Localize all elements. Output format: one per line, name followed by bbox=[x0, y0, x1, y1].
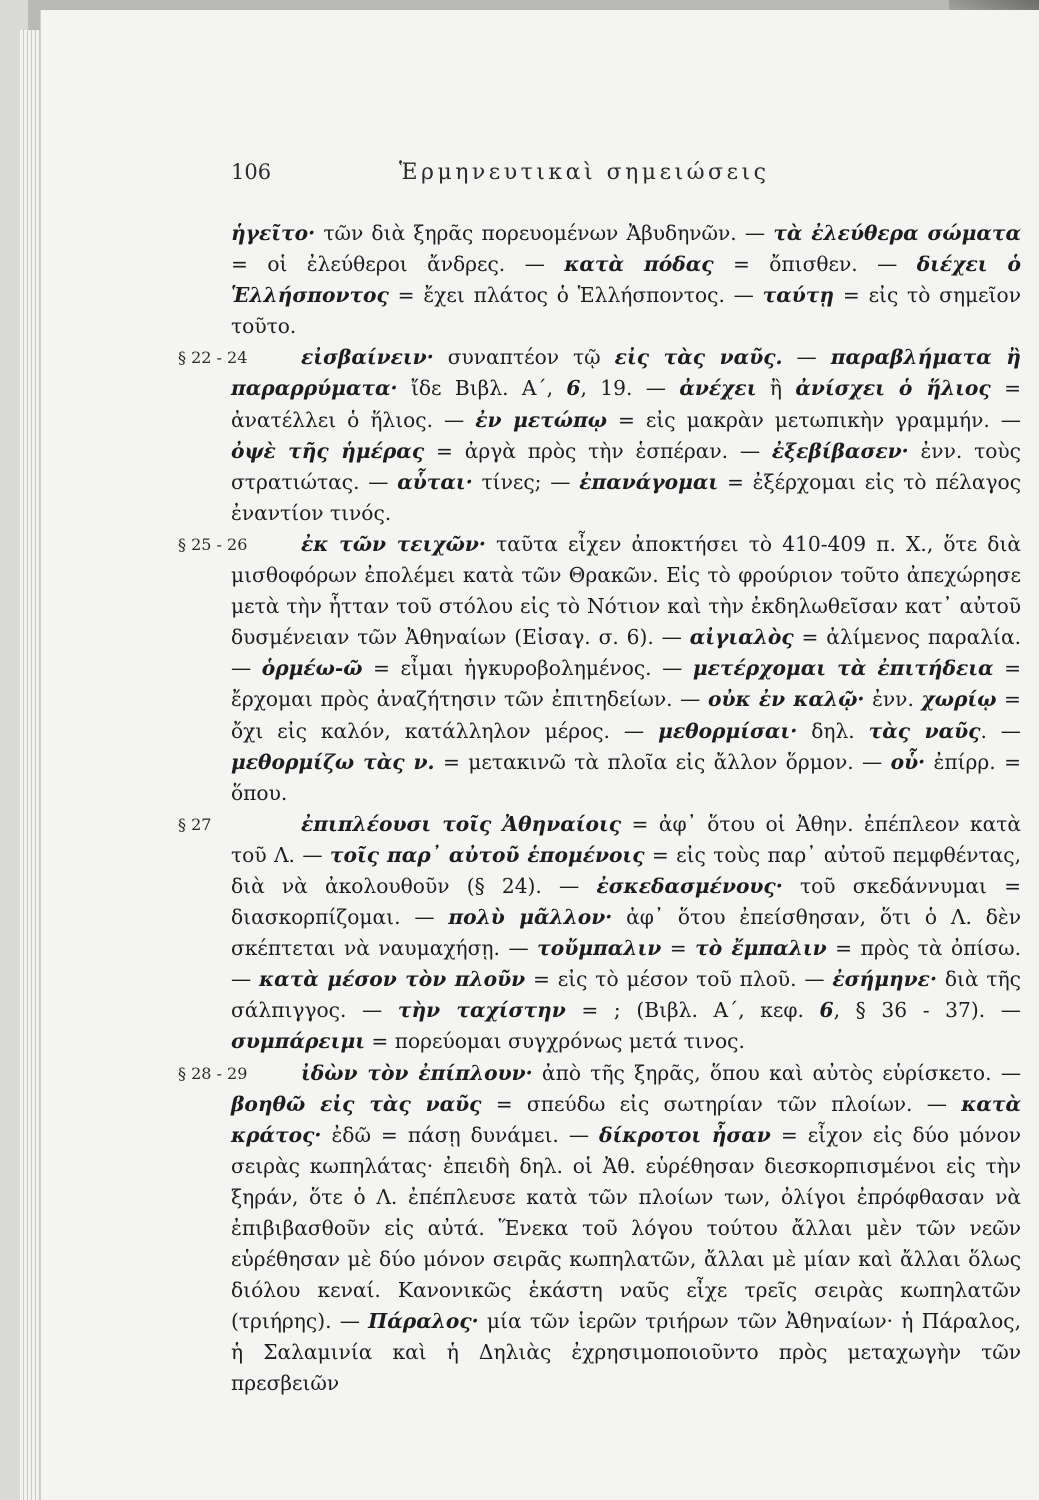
gloss-text: = ἔρχομαι πρὸς ἀναζήτησιν τῶν ἐπιτηδείων. — bbox=[231, 656, 1021, 712]
lemma-term: παραβλήματα ἢ παραρρύματα· bbox=[231, 345, 1021, 401]
gloss-text: = εἰς τὸ μέσον τοῦ πλοῦ. — bbox=[525, 967, 833, 992]
lemma-term: ἐπιπλέουσι τοῖς Ἀθηναίοις bbox=[301, 811, 622, 836]
paragraph-text bbox=[231, 529, 1021, 809]
paragraph-text bbox=[231, 218, 1021, 342]
gloss-text: ταῦτα εἶχεν ἀποκτήσει τὸ 410-409 π. Χ., ὅτε διὰ μισθοφόρων ἐπολέμει κατὰ τῶν Θρακῶν. Εἰς τὸ φρούριον τοῦτο ἀπεχώρησε μετὰ τὴν ἧτταν τοῦ στόλου εἰς τὸ Νότιον καὶ τὴν ἐκδηλωθεῖσαν κατ᾿ αὐτοῦ δυσμένειαν τῶν Ἀθηναίων (Εἰσαγ. σ. 6). — bbox=[231, 531, 1021, 650]
paragraph bbox=[178, 809, 1022, 1058]
gloss-text: τῶν διὰ ξηρᾶς πορευομένων Ἀβυδηνῶν. — bbox=[315, 221, 774, 245]
gloss-text: τίνες; — bbox=[472, 469, 580, 494]
lemma-term: ἡγεῖτο· bbox=[231, 221, 316, 245]
gloss-text: ἐνν. bbox=[864, 687, 922, 712]
lemma-term: εἰσβαίνειν· bbox=[301, 345, 434, 370]
lemma-term: ὁρμέω-ῶ bbox=[261, 656, 363, 681]
gloss-text: = ἀργὰ πρὸς τὴν ἑσπέραν. — bbox=[424, 438, 772, 463]
lemma-term: Πάραλος· bbox=[368, 1309, 479, 1334]
paragraph bbox=[178, 1058, 1022, 1400]
gloss-text: = εἰς τὸ σημεῖον τοῦτο. bbox=[231, 283, 1021, 339]
commentary-text bbox=[178, 218, 1022, 1400]
gloss-text: = σπεύδω εἰς σωτηρίαν τῶν πλοίων. — bbox=[481, 1091, 962, 1116]
lemma-term: οὐκ ἐν καλῷ· bbox=[708, 687, 865, 712]
paragraph bbox=[178, 342, 1021, 529]
gloss-text: = ἀνατέλλει ὁ ἥλιος. — bbox=[231, 376, 1021, 432]
section-marker: § 25 - 26 bbox=[178, 534, 248, 554]
lemma-term: δίκροτοι ἦσαν bbox=[599, 1122, 771, 1147]
lemma-term: αὗται· bbox=[397, 469, 473, 494]
lemma-term: οὗ· bbox=[890, 749, 926, 774]
paragraph bbox=[231, 218, 1021, 342]
gloss-text: τοῦ σκεδάννυμαι = διασκορπίζομαι. — bbox=[231, 873, 1021, 930]
lemma-term: ἐξεβίβασεν· bbox=[771, 438, 909, 463]
lemma-term: 6 bbox=[566, 376, 581, 401]
gloss-text: ἐνν. τοὺς στρατιώτας. — bbox=[231, 438, 1021, 494]
page-header bbox=[41, 160, 1039, 200]
gloss-text: = bbox=[661, 936, 696, 961]
gloss-text: . — bbox=[980, 718, 1021, 743]
gloss-text: δηλ. bbox=[797, 718, 869, 743]
gloss-text: , 19. — bbox=[580, 376, 680, 401]
lemma-term: κατὰ μέσον τὸν πλοῦν bbox=[259, 967, 526, 992]
lemma-term: κατὰ πόδας bbox=[564, 252, 714, 277]
section-marker: § 22 - 24 bbox=[178, 348, 248, 368]
gloss-text: ἀπὸ τῆς ξηρᾶς, ὅπου καὶ αὐτὸς εὑρίσκετο. — bbox=[532, 1060, 1022, 1085]
gloss-text: διὰ τῆς σάλπιγγος. — bbox=[231, 967, 1021, 1023]
gloss-text: συναπτέον τῷ bbox=[433, 345, 615, 370]
lemma-term: τὰς ναῦς bbox=[868, 718, 981, 743]
running-title: Ἑρμηνευτικαὶ σημειώσεις bbox=[399, 160, 770, 185]
book-page bbox=[40, 10, 1039, 1500]
lemma-term: ἐσήμηνε· bbox=[832, 967, 937, 992]
lemma-term: ἀνίσχει ὁ ἥλιος bbox=[795, 376, 991, 401]
gloss-text: ἴδε Βιβλ. Α΄, bbox=[397, 376, 567, 401]
gloss-text: = ἀλίμενος παραλία. — bbox=[231, 625, 1022, 681]
lemma-term: ἐπανάγομαι bbox=[579, 469, 719, 494]
gloss-text: = εἰς μακρὰν μετωπικὴν γραμμήν. — bbox=[606, 407, 1021, 432]
lemma-term: εἰς τὰς ναῦς. bbox=[614, 345, 783, 370]
section-marker: § 28 - 29 bbox=[178, 1063, 248, 1083]
gloss-text: ἀφ᾿ ὅτου ἐπείσθησαν, ὅτι ὁ Λ. δὲν σκέπτεται νὰ ναυμαχήσῃ. — bbox=[231, 905, 1021, 961]
lemma-term: χωρίῳ bbox=[921, 687, 997, 712]
lemma-term: τὴν ταχίστην bbox=[397, 998, 566, 1023]
gloss-text: = εἶμαι ἠγκυροβολημένος. — bbox=[362, 656, 693, 681]
paragraph-text bbox=[231, 1058, 1021, 1400]
gloss-text: = μετακινῶ τὰ πλοῖα εἰς ἄλλον ὅρμον. — bbox=[434, 749, 891, 774]
gloss-text: — bbox=[782, 345, 831, 370]
lemma-term: ἐν μετώπῳ bbox=[475, 407, 607, 432]
gloss-text: = ὄχι εἰς καλόν, κατάλληλον μέρος. — bbox=[231, 687, 1021, 743]
gloss-text: ἐδῶ = πάσῃ δυνάμει. — bbox=[321, 1122, 600, 1147]
gloss-text: = ὄπισθεν. — bbox=[713, 252, 917, 277]
lemma-term: τοῖς παρ᾿ αὐτοῦ ἑπομένοις bbox=[329, 842, 645, 867]
paragraph-text bbox=[231, 809, 1021, 1058]
lemma-term: διέχει ὁ Ἑλλήσποντος bbox=[231, 252, 1021, 308]
lemma-term: ὀψὲ τῆς ἡμέρας bbox=[231, 438, 425, 463]
gloss-text: = εἰς τοὺς παρ᾿ αὐτοῦ πεμφθέντας, διὰ νὰ ἀκολουθοῦν (§ 24). — bbox=[231, 842, 1021, 898]
gloss-text: = πορεύομαι συγχρόνως μετά τινος. bbox=[365, 1029, 745, 1054]
lemma-term: ἐκ τῶν τειχῶν· bbox=[301, 531, 486, 556]
lemma-term: πολὺ μᾶλλον· bbox=[448, 905, 613, 930]
lemma-term: κατὰ κράτος· bbox=[231, 1091, 1021, 1147]
gloss-text: = εἶχον εἰς δύο μόνον σειρὰς κωπηλάτας· ἐπειδὴ δηλ. οἱ Ἀθ. εὑρέθησαν διεσκορπισμένοι εἰς τὴν ξηράν, ὅτε ὁ Λ. ἐπέπλευσε κατὰ τῶν πλοίων των, ὀλίγοι ἐπρόφθασαν νὰ ἐπιβιβασθοῦν εἰς αὐτά. Ἕνεκα τοῦ λόγου τούτου ἄλλαι μὲν τῶν νεῶν εὑρέθησαν μὲ δύο μόνον σειρᾶς κωπηλατῶν, ἄλλαι μὲ μίαν καὶ ἄλλαι ὅλως διόλου κεναί. Κανονικῶς ἑκάστη ναῦς εἶχε τρεῖς σειρὰς κωπηλατῶν (τριήρης). — bbox=[231, 1122, 1022, 1334]
lemma-term: συμπάρειμι bbox=[231, 1029, 365, 1054]
lemma-term: ἀνέχει bbox=[679, 376, 757, 401]
gloss-text: = ἀφ᾿ ὅτου οἱ Ἀθην. ἐπέπλεον κατὰ τοῦ Λ. — bbox=[231, 811, 1022, 867]
lemma-term: ἰδὼν τὸν ἐπίπλουν· bbox=[301, 1060, 533, 1085]
lemma-term: μεθορμίζω τὰς ν. bbox=[231, 749, 435, 774]
lemma-term: τὰ ἐλεύθερα σώματα bbox=[773, 221, 1021, 245]
gloss-text: = οἱ ἐλεύθεροι ἄνδρες. — bbox=[231, 252, 565, 277]
section-marker: § 27 bbox=[178, 814, 212, 834]
lemma-term: μετέρχομαι τὰ ἐπιτήδεια bbox=[692, 656, 994, 681]
lemma-term: ταύτῃ bbox=[762, 283, 835, 308]
lemma-term: τοὔμπαλιν bbox=[537, 936, 662, 961]
gloss-text: ἢ bbox=[756, 376, 796, 401]
lemma-term: αἰγιαλὸς bbox=[689, 625, 794, 650]
lemma-term: μεθορμίσαι· bbox=[658, 718, 798, 743]
lemma-term: ἐσκεδασμένους· bbox=[596, 873, 783, 898]
gloss-text: ἐπίρρ. = ὅπου. bbox=[231, 749, 1021, 805]
lemma-term: βοηθῶ εἰς τὰς ναῦς bbox=[231, 1091, 482, 1116]
page-number: 106 bbox=[231, 160, 272, 184]
gloss-text: , § 36 - 37). — bbox=[833, 998, 1021, 1023]
lemma-term: τὸ ἔμπαλιν bbox=[695, 936, 827, 961]
gloss-text: = ; (Βιβλ. Α΄, κεφ. bbox=[565, 998, 820, 1023]
gloss-text: μία τῶν ἱερῶν τριήρων τῶν Ἀθηναίων· ἡ Πάραλος, ἡ Σαλαμινία καὶ ἡ Δηλιὰς ἐχρησιμοποιοῦντο πρὸς μεταχωγὴν τῶν πρεσβειῶν bbox=[231, 1309, 1021, 1396]
gloss-text: = ἔχει πλάτος ὁ Ἑλλήσποντος. — bbox=[388, 283, 763, 308]
paragraph bbox=[178, 529, 1022, 809]
gloss-text: = πρὸς τὰ ὀπίσω. — bbox=[231, 936, 1021, 992]
lemma-term: 6 bbox=[819, 998, 834, 1023]
gloss-text: = ἐξέρχομαι εἰς τὸ πέλαγος ἐναντίον τινός. bbox=[231, 469, 1021, 525]
paragraph-text bbox=[231, 342, 1021, 529]
